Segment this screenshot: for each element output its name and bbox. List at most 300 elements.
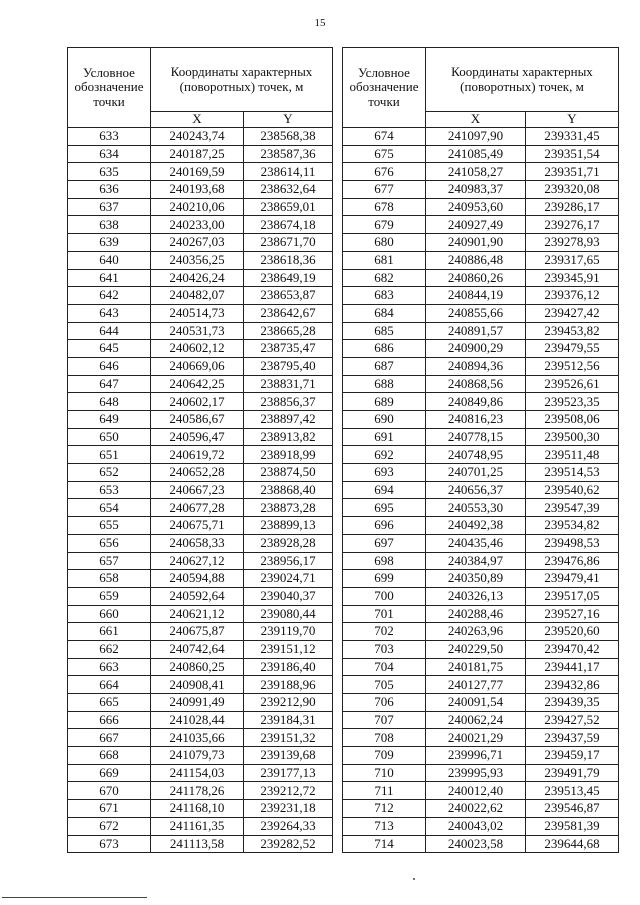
table-row — [68, 287, 333, 305]
table-row — [343, 304, 619, 322]
point-id-cell: 672 — [68, 817, 151, 835]
y-coordinate-cell: 239212,90 — [244, 694, 333, 712]
point-id-cell: 638 — [68, 216, 151, 234]
point-id-cell: 692 — [343, 446, 426, 464]
point-id-cell: 664 — [68, 676, 151, 694]
table-row — [343, 322, 619, 340]
point-id-cell: 651 — [68, 446, 151, 464]
x-coordinate-cell: 241035,66 — [151, 729, 244, 747]
table-row — [68, 446, 333, 464]
table-row — [68, 817, 333, 835]
table-row — [68, 534, 333, 552]
x-coordinate-cell: 241161,35 — [151, 817, 244, 835]
point-id-cell: 637 — [68, 198, 151, 216]
point-id-cell: 650 — [68, 428, 151, 446]
x-coordinate-cell: 241097,90 — [426, 128, 526, 146]
header-point-label: Условное обозначение точки — [343, 48, 426, 128]
table-row — [68, 517, 333, 535]
point-id-cell: 665 — [68, 694, 151, 712]
table-row — [343, 694, 619, 712]
x-coordinate-cell: 240860,25 — [151, 658, 244, 676]
table-row — [68, 304, 333, 322]
table-row — [68, 163, 333, 181]
point-id-cell: 702 — [343, 623, 426, 641]
x-coordinate-cell: 239996,71 — [426, 747, 526, 765]
x-coordinate-cell: 240658,33 — [151, 534, 244, 552]
point-id-cell: 707 — [343, 711, 426, 729]
point-id-cell: 712 — [343, 800, 426, 818]
table-row — [343, 393, 619, 411]
y-coordinate-cell: 239453,82 — [526, 322, 619, 340]
y-coordinate-cell: 238665,28 — [244, 322, 333, 340]
y-coordinate-cell: 238659,01 — [244, 198, 333, 216]
y-coordinate-cell: 239040,37 — [244, 587, 333, 605]
y-coordinate-cell: 238632,64 — [244, 181, 333, 199]
point-id-cell: 661 — [68, 623, 151, 641]
point-id-cell: 705 — [343, 676, 426, 694]
y-coordinate-cell: 238674,18 — [244, 216, 333, 234]
y-coordinate-cell: 239527,16 — [526, 605, 619, 623]
point-id-cell: 709 — [343, 747, 426, 765]
point-id-cell: 690 — [343, 411, 426, 429]
point-id-cell: 634 — [68, 145, 151, 163]
point-id-cell: 699 — [343, 570, 426, 588]
point-id-cell: 695 — [343, 499, 426, 517]
table-row — [68, 570, 333, 588]
point-id-cell: 668 — [68, 747, 151, 765]
y-coordinate-cell: 239184,31 — [244, 711, 333, 729]
y-coordinate-cell: 239513,45 — [526, 782, 619, 800]
point-id-cell: 701 — [343, 605, 426, 623]
table-row — [343, 198, 619, 216]
x-coordinate-cell: 240669,06 — [151, 357, 244, 375]
x-coordinate-cell: 240127,77 — [426, 676, 526, 694]
table-row — [343, 729, 619, 747]
y-coordinate-cell: 239498,53 — [526, 534, 619, 552]
table-row — [343, 287, 619, 305]
x-coordinate-cell: 240868,56 — [426, 375, 526, 393]
point-id-cell: 671 — [68, 800, 151, 818]
x-coordinate-cell: 240435,46 — [426, 534, 526, 552]
x-coordinate-cell: 240023,58 — [426, 835, 526, 853]
footer-divider — [2, 897, 147, 898]
table-row — [68, 711, 333, 729]
x-coordinate-cell: 240169,59 — [151, 163, 244, 181]
table-row — [343, 163, 619, 181]
table-row — [68, 658, 333, 676]
table-row — [343, 234, 619, 252]
table-row — [343, 800, 619, 818]
y-coordinate-cell: 239512,56 — [526, 357, 619, 375]
y-coordinate-cell: 238856,37 — [244, 393, 333, 411]
table-row — [343, 251, 619, 269]
x-coordinate-cell: 241058,27 — [426, 163, 526, 181]
table-row — [343, 269, 619, 287]
table-row — [68, 782, 333, 800]
y-coordinate-cell: 238899,13 — [244, 517, 333, 535]
point-id-cell: 662 — [68, 640, 151, 658]
point-id-cell: 639 — [68, 234, 151, 252]
point-id-cell: 680 — [343, 234, 426, 252]
y-coordinate-cell: 239644,68 — [526, 835, 619, 853]
table-row — [68, 411, 333, 429]
y-coordinate-cell: 239212,72 — [244, 782, 333, 800]
x-coordinate-cell: 240927,49 — [426, 216, 526, 234]
header-x-label: X — [151, 112, 244, 128]
x-coordinate-cell: 240778,15 — [426, 428, 526, 446]
point-id-cell: 684 — [343, 304, 426, 322]
y-coordinate-cell: 239534,82 — [526, 517, 619, 535]
y-coordinate-cell: 239479,55 — [526, 340, 619, 358]
table-row — [68, 322, 333, 340]
table-row — [68, 499, 333, 517]
table-row — [68, 269, 333, 287]
header-point-label: Условное обозначение точки — [68, 48, 151, 128]
point-id-cell: 685 — [343, 322, 426, 340]
x-coordinate-cell: 240229,50 — [426, 640, 526, 658]
table-row — [343, 534, 619, 552]
x-coordinate-cell: 240701,25 — [426, 464, 526, 482]
table-row — [343, 446, 619, 464]
x-coordinate-cell: 240193,68 — [151, 181, 244, 199]
point-id-cell: 646 — [68, 357, 151, 375]
scan-speck — [413, 878, 415, 880]
point-id-cell: 658 — [68, 570, 151, 588]
table-row — [68, 393, 333, 411]
y-coordinate-cell: 238956,17 — [244, 552, 333, 570]
point-id-cell: 653 — [68, 481, 151, 499]
x-coordinate-cell: 240855,66 — [426, 304, 526, 322]
point-id-cell: 696 — [343, 517, 426, 535]
table-row — [68, 587, 333, 605]
x-coordinate-cell: 240243,74 — [151, 128, 244, 146]
x-coordinate-cell: 241028,44 — [151, 711, 244, 729]
point-id-cell: 714 — [343, 835, 426, 853]
table-row — [68, 198, 333, 216]
y-coordinate-cell: 239186,40 — [244, 658, 333, 676]
y-coordinate-cell: 238873,28 — [244, 499, 333, 517]
y-coordinate-cell: 238913,82 — [244, 428, 333, 446]
table-row — [68, 800, 333, 818]
y-coordinate-cell: 239231,18 — [244, 800, 333, 818]
table-row — [343, 481, 619, 499]
y-coordinate-cell: 239547,39 — [526, 499, 619, 517]
point-id-cell: 659 — [68, 587, 151, 605]
table-row — [68, 623, 333, 641]
point-id-cell: 683 — [343, 287, 426, 305]
table-row — [68, 552, 333, 570]
table-row — [68, 234, 333, 252]
table-body-right — [343, 128, 619, 853]
y-coordinate-cell: 239177,13 — [244, 764, 333, 782]
point-id-cell: 652 — [68, 464, 151, 482]
y-coordinate-cell: 239517,05 — [526, 587, 619, 605]
x-coordinate-cell: 240816,23 — [426, 411, 526, 429]
table-row — [343, 499, 619, 517]
table-row — [343, 676, 619, 694]
y-coordinate-cell: 239345,91 — [526, 269, 619, 287]
y-coordinate-cell: 239331,45 — [526, 128, 619, 146]
x-coordinate-cell: 240326,13 — [426, 587, 526, 605]
table-row — [343, 587, 619, 605]
x-coordinate-cell: 240667,23 — [151, 481, 244, 499]
point-id-cell: 694 — [343, 481, 426, 499]
table-row — [343, 782, 619, 800]
table-row — [343, 640, 619, 658]
y-coordinate-cell: 238735,47 — [244, 340, 333, 358]
table-row — [68, 729, 333, 747]
x-coordinate-cell: 240652,28 — [151, 464, 244, 482]
table-row — [68, 835, 333, 853]
y-coordinate-cell: 239520,60 — [526, 623, 619, 641]
table-row — [343, 570, 619, 588]
x-coordinate-cell: 240619,72 — [151, 446, 244, 464]
x-coordinate-cell: 240492,38 — [426, 517, 526, 535]
table-row — [343, 464, 619, 482]
point-id-cell: 667 — [68, 729, 151, 747]
point-id-cell: 641 — [68, 269, 151, 287]
point-id-cell: 675 — [343, 145, 426, 163]
x-coordinate-cell: 239995,93 — [426, 764, 526, 782]
table-row — [343, 552, 619, 570]
table-row — [343, 181, 619, 199]
x-coordinate-cell: 240350,89 — [426, 570, 526, 588]
header-x-label: X — [426, 112, 526, 128]
table-row — [68, 676, 333, 694]
y-coordinate-cell: 239080,44 — [244, 605, 333, 623]
point-id-cell: 693 — [343, 464, 426, 482]
table-row — [343, 605, 619, 623]
y-coordinate-cell: 238874,50 — [244, 464, 333, 482]
point-id-cell: 698 — [343, 552, 426, 570]
x-coordinate-cell: 240886,48 — [426, 251, 526, 269]
table-row — [343, 517, 619, 535]
y-coordinate-cell: 239470,42 — [526, 640, 619, 658]
point-id-cell: 647 — [68, 375, 151, 393]
x-coordinate-cell: 240627,12 — [151, 552, 244, 570]
y-coordinate-cell: 239491,79 — [526, 764, 619, 782]
coordinates-table-right — [342, 47, 619, 853]
x-coordinate-cell: 240642,25 — [151, 375, 244, 393]
table-row — [68, 605, 333, 623]
x-coordinate-cell: 240656,37 — [426, 481, 526, 499]
table-row — [68, 251, 333, 269]
x-coordinate-cell: 240012,40 — [426, 782, 526, 800]
y-coordinate-cell: 238868,40 — [244, 481, 333, 499]
y-coordinate-cell: 239581,39 — [526, 817, 619, 835]
x-coordinate-cell: 240953,60 — [426, 198, 526, 216]
point-id-cell: 657 — [68, 552, 151, 570]
x-coordinate-cell: 240844,19 — [426, 287, 526, 305]
point-id-cell: 643 — [68, 304, 151, 322]
point-id-cell: 700 — [343, 587, 426, 605]
y-coordinate-cell: 239500,30 — [526, 428, 619, 446]
y-coordinate-cell: 239437,59 — [526, 729, 619, 747]
x-coordinate-cell: 240356,25 — [151, 251, 244, 269]
header-coordinates-label: Координаты характерных (поворотных) точек, м — [151, 48, 333, 112]
point-id-cell: 703 — [343, 640, 426, 658]
point-id-cell: 689 — [343, 393, 426, 411]
x-coordinate-cell: 240553,30 — [426, 499, 526, 517]
y-coordinate-cell: 239351,71 — [526, 163, 619, 181]
table-row — [343, 375, 619, 393]
point-id-cell: 711 — [343, 782, 426, 800]
x-coordinate-cell: 240288,46 — [426, 605, 526, 623]
x-coordinate-cell: 240263,96 — [426, 623, 526, 641]
y-coordinate-cell: 239439,35 — [526, 694, 619, 712]
table-row — [68, 747, 333, 765]
y-coordinate-cell: 239119,70 — [244, 623, 333, 641]
y-coordinate-cell: 239441,17 — [526, 658, 619, 676]
table-row — [343, 764, 619, 782]
y-coordinate-cell: 239546,87 — [526, 800, 619, 818]
coordinates-table-left — [67, 47, 333, 853]
x-coordinate-cell: 240043,02 — [426, 817, 526, 835]
y-coordinate-cell: 239317,65 — [526, 251, 619, 269]
point-id-cell: 654 — [68, 499, 151, 517]
x-coordinate-cell: 240021,29 — [426, 729, 526, 747]
x-coordinate-cell: 241113,58 — [151, 835, 244, 853]
y-coordinate-cell: 239320,08 — [526, 181, 619, 199]
y-coordinate-cell: 239514,53 — [526, 464, 619, 482]
x-coordinate-cell: 240426,24 — [151, 269, 244, 287]
point-id-cell: 655 — [68, 517, 151, 535]
point-id-cell: 713 — [343, 817, 426, 835]
point-id-cell: 670 — [68, 782, 151, 800]
point-id-cell: 677 — [343, 181, 426, 199]
table-row — [68, 340, 333, 358]
table-row — [343, 411, 619, 429]
page-number: 15 — [314, 17, 326, 29]
table-row — [68, 464, 333, 482]
point-id-cell: 688 — [343, 375, 426, 393]
x-coordinate-cell: 240514,73 — [151, 304, 244, 322]
point-id-cell: 706 — [343, 694, 426, 712]
x-coordinate-cell: 240586,67 — [151, 411, 244, 429]
table-row — [68, 216, 333, 234]
table-row — [343, 623, 619, 641]
y-coordinate-cell: 238897,42 — [244, 411, 333, 429]
table-body-left — [68, 128, 333, 853]
y-coordinate-cell: 238568,38 — [244, 128, 333, 146]
point-id-cell: 673 — [68, 835, 151, 853]
x-coordinate-cell: 240384,97 — [426, 552, 526, 570]
point-id-cell: 640 — [68, 251, 151, 269]
y-coordinate-cell: 238587,36 — [244, 145, 333, 163]
y-coordinate-cell: 239139,68 — [244, 747, 333, 765]
x-coordinate-cell: 240592,64 — [151, 587, 244, 605]
y-coordinate-cell: 239511,48 — [526, 446, 619, 464]
point-id-cell: 686 — [343, 340, 426, 358]
x-coordinate-cell: 240482,07 — [151, 287, 244, 305]
y-coordinate-cell: 239479,41 — [526, 570, 619, 588]
x-coordinate-cell: 240621,12 — [151, 605, 244, 623]
x-coordinate-cell: 240602,17 — [151, 393, 244, 411]
point-id-cell: 710 — [343, 764, 426, 782]
x-coordinate-cell: 240594,88 — [151, 570, 244, 588]
point-id-cell: 660 — [68, 605, 151, 623]
y-coordinate-cell: 238642,67 — [244, 304, 333, 322]
y-coordinate-cell: 239024,71 — [244, 570, 333, 588]
point-id-cell: 649 — [68, 411, 151, 429]
point-id-cell: 697 — [343, 534, 426, 552]
y-coordinate-cell: 238671,70 — [244, 234, 333, 252]
x-coordinate-cell: 240860,26 — [426, 269, 526, 287]
x-coordinate-cell: 240901,90 — [426, 234, 526, 252]
x-coordinate-cell: 240849,86 — [426, 393, 526, 411]
y-coordinate-cell: 239276,17 — [526, 216, 619, 234]
y-coordinate-cell: 239286,17 — [526, 198, 619, 216]
point-id-cell: 679 — [343, 216, 426, 234]
point-id-cell: 676 — [343, 163, 426, 181]
x-coordinate-cell: 240900,29 — [426, 340, 526, 358]
table-row — [343, 711, 619, 729]
x-coordinate-cell: 240531,73 — [151, 322, 244, 340]
table-row — [68, 694, 333, 712]
table-row — [68, 481, 333, 499]
y-coordinate-cell: 239523,35 — [526, 393, 619, 411]
y-coordinate-cell: 239540,62 — [526, 481, 619, 499]
point-id-cell: 678 — [343, 198, 426, 216]
point-id-cell: 669 — [68, 764, 151, 782]
point-id-cell: 681 — [343, 251, 426, 269]
table-row — [343, 658, 619, 676]
point-id-cell: 633 — [68, 128, 151, 146]
y-coordinate-cell: 239151,12 — [244, 640, 333, 658]
x-coordinate-cell: 240267,03 — [151, 234, 244, 252]
x-coordinate-cell: 240742,64 — [151, 640, 244, 658]
table-row — [343, 216, 619, 234]
y-coordinate-cell: 238831,71 — [244, 375, 333, 393]
y-coordinate-cell: 239282,52 — [244, 835, 333, 853]
header-y-label: Y — [526, 112, 619, 128]
x-coordinate-cell: 240675,87 — [151, 623, 244, 641]
y-coordinate-cell: 239376,12 — [526, 287, 619, 305]
table-row — [343, 340, 619, 358]
x-coordinate-cell: 240210,06 — [151, 198, 244, 216]
x-coordinate-cell: 240908,41 — [151, 676, 244, 694]
point-id-cell: 642 — [68, 287, 151, 305]
x-coordinate-cell: 240991,49 — [151, 694, 244, 712]
y-coordinate-cell: 239264,33 — [244, 817, 333, 835]
x-coordinate-cell: 241079,73 — [151, 747, 244, 765]
y-coordinate-cell: 238795,40 — [244, 357, 333, 375]
table-row — [343, 835, 619, 853]
table-row — [68, 128, 333, 146]
point-id-cell: 691 — [343, 428, 426, 446]
table-row — [343, 747, 619, 765]
y-coordinate-cell: 238928,28 — [244, 534, 333, 552]
y-coordinate-cell: 239476,86 — [526, 552, 619, 570]
x-coordinate-cell: 241168,10 — [151, 800, 244, 818]
x-coordinate-cell: 240022,62 — [426, 800, 526, 818]
point-id-cell: 674 — [343, 128, 426, 146]
table-row — [68, 145, 333, 163]
table-row — [68, 764, 333, 782]
y-coordinate-cell: 239427,52 — [526, 711, 619, 729]
table-row — [68, 181, 333, 199]
y-coordinate-cell: 239432,86 — [526, 676, 619, 694]
y-coordinate-cell: 239526,61 — [526, 375, 619, 393]
y-coordinate-cell: 239278,93 — [526, 234, 619, 252]
point-id-cell: 682 — [343, 269, 426, 287]
x-coordinate-cell: 240233,00 — [151, 216, 244, 234]
x-coordinate-cell: 240675,71 — [151, 517, 244, 535]
x-coordinate-cell: 240602,12 — [151, 340, 244, 358]
x-coordinate-cell: 240983,37 — [426, 181, 526, 199]
table-row — [68, 357, 333, 375]
table-row — [343, 145, 619, 163]
